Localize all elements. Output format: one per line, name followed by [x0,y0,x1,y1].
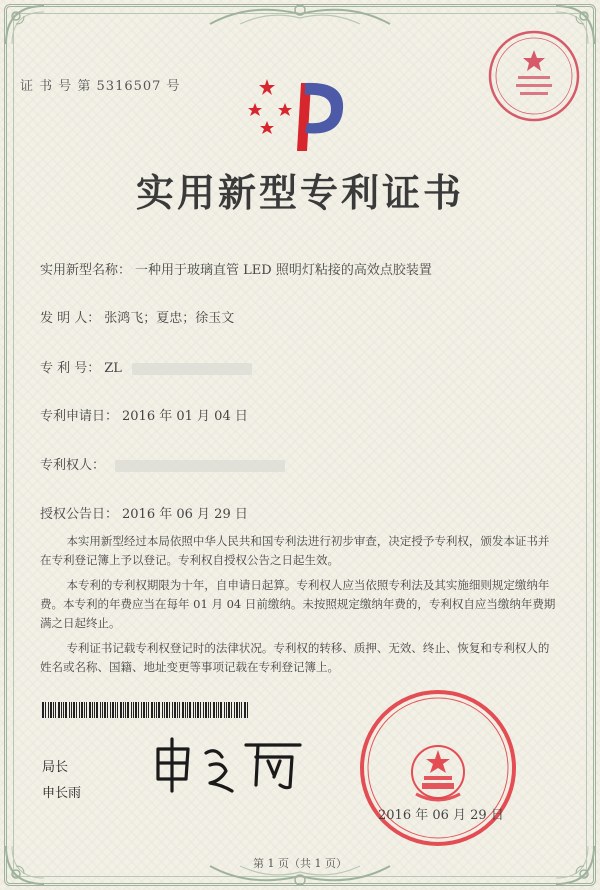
director-title: 局长 [42,760,69,775]
barcode-bar [231,702,232,718]
barcode-bar [195,702,196,718]
field-patent-number [40,357,252,376]
barcode-bar [53,702,54,718]
barcode-bar [42,702,44,718]
document-title: 实用新型专利证书 [135,170,464,215]
barcode-bar [123,702,124,718]
barcode-bar [189,702,191,718]
barcode-bar [120,702,122,718]
body-paragraph: 本专利的专利权期限为十年，自申请日起算。专利权人应当依照专利法及其实施细则规定缴纳年费。本专利的年费应当在每年 01 月 04 日前缴纳。未按照规定缴纳年费的，专利权自应当缴纳年费期满之日起终止。 [40,578,556,630]
barcode-bar [218,702,219,718]
barcode-bar [247,702,248,718]
field-label: 授权公告日： [40,507,119,522]
barcode-bar [158,702,160,718]
barcode-bar [154,702,155,718]
barcode-bar [117,702,118,718]
barcode-bar [203,702,204,718]
agency-stamp [486,28,582,124]
barcode-bar [50,702,52,718]
barcode-bar [141,702,142,718]
barcode-bar [166,702,168,718]
barcode-bar [61,702,62,718]
barcode-bar [107,702,108,718]
redacted-area [132,363,252,375]
field-announcement-date [40,503,248,522]
barcode-bar [102,702,103,718]
barcode-bar [244,702,246,718]
barcode-bar [143,702,145,718]
top-ornament-icon [200,0,400,28]
barcode-bar [197,702,199,718]
barcode-bar [63,702,64,718]
barcode-bar [177,702,178,718]
barcode-bar [69,702,70,718]
barcode-bar [208,702,209,718]
barcode-bar [89,702,91,718]
barcode-bar [182,702,184,718]
barcode-bar [84,702,85,718]
barcode-bar [172,702,173,718]
state-seal [358,688,518,848]
field-value: 2016 年 01 月 04 日 [122,409,248,424]
barcode-bar [94,702,95,718]
patent-office-logo-icon [245,73,355,153]
barcode-bar [133,702,134,718]
barcode-bar [58,702,60,718]
barcode-bar [110,702,111,718]
corner-ornament-icon [2,2,48,48]
barcode-bar [193,702,194,718]
barcode-bar [216,702,217,718]
barcode-bar [224,702,225,718]
barcode-bar [71,702,72,718]
barcode-bar [148,702,149,718]
field-value: 一种用于玻璃直管 LED 照明灯粘接的高效点胶装置 [135,263,432,278]
certificate-number: 证 书 号 第 5316507 号 [20,79,181,94]
body-paragraph: 专利证书记载专利权登记时的法律状况。专利权的转移、质押、无效、终止、恢复和专利权人的姓名或名称、国籍、地址变更等事项记载在专利登记簿上。 [40,641,550,674]
director-name: 申长雨 [42,786,82,801]
field-label: 发 明 人： [40,311,101,326]
barcode-bar [210,702,211,718]
barcode-bar [96,702,98,718]
field-label: 专利权人： [40,458,106,473]
field-value: ZL [104,361,122,376]
barcode-bar [213,702,215,718]
barcode-bar [200,702,201,718]
barcode-bar [187,702,188,718]
barcode-bar [241,702,242,718]
barcode-bar [151,702,153,718]
barcode-bar [125,702,126,718]
barcode-bar [169,702,170,718]
barcode-bar [236,702,238,718]
barcode-bar [138,702,139,718]
field-value: 张鸿飞；夏忠；徐玉文 [104,311,235,326]
body-paragraph: 本实用新型经过本局依照中华人民共和国专利法进行初步审查，决定授予专利权，颁发本证书并在专利登记簿上予以登记。专利权自授权公告之日起生效。 [40,534,550,567]
barcode-bar [65,702,67,718]
issue-date: 2016 年 06 月 29 日 [378,808,504,823]
page-indicator: 第 1 页（共 1 页） [253,857,347,870]
director-signature [150,735,310,793]
barcode [42,702,250,718]
field-patentee [40,454,285,473]
barcode-bar [73,702,75,718]
barcode-bar [228,702,230,718]
barcode-bar [55,702,56,718]
barcode-bar [205,702,207,718]
barcode-bar [156,702,157,718]
barcode-bar [135,702,137,718]
redacted-area [115,460,285,472]
field-label: 专 利 号： [40,361,101,376]
barcode-bar [115,702,116,718]
field-inventor [40,307,234,326]
field-name [40,259,432,278]
field-value: 2016 年 06 月 29 日 [122,507,248,522]
barcode-bar [92,702,93,718]
barcode-bar [48,702,49,718]
barcode-bar [79,702,80,718]
barcode-bar [220,702,222,718]
barcode-bar [45,702,46,718]
barcode-bar [127,702,129,718]
barcode-bar [100,702,101,718]
barcode-bar [146,702,147,718]
barcode-bar [226,702,227,718]
barcode-bar [131,702,132,718]
barcode-bar [174,702,176,718]
barcode-bar [234,702,235,718]
barcode-bar [76,702,77,718]
barcode-bar [164,702,165,718]
barcode-bar [162,702,163,718]
field-label: 专利申请日： [40,409,119,424]
barcode-bar [81,702,83,718]
field-filing-date [40,405,248,424]
certificate-body [40,532,560,677]
field-label: 实用新型名称： [40,263,132,278]
barcode-bar [185,702,186,718]
barcode-bar [179,702,180,718]
barcode-bar [239,702,240,718]
barcode-bar [86,702,87,718]
barcode-bar [112,702,114,718]
barcode-bar [104,702,106,718]
